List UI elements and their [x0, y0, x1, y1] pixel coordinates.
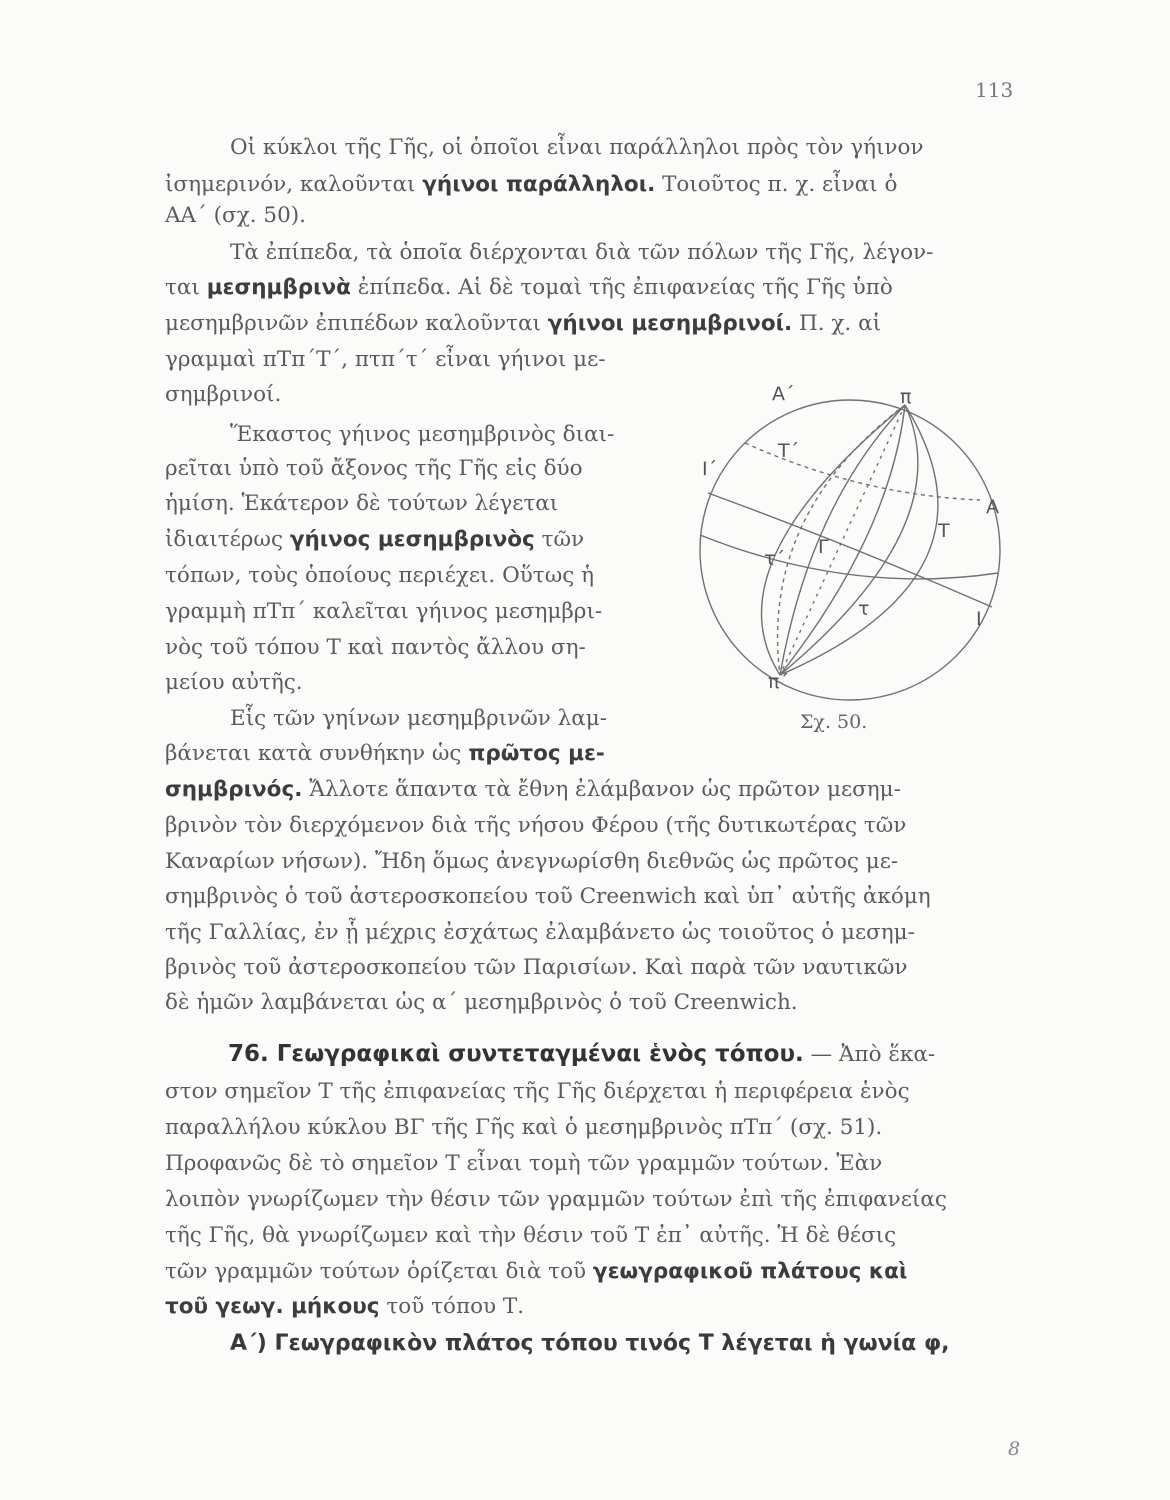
text-line: τῆς Γῆς, θὰ γνωρίζωμεν καὶ τὴν θέσιν τοῦ Τ ἐπ᾽ αὐτῆς. Ἡ δὲ θέσις	[165, 1223, 897, 1248]
text-line: σημβρινοί.	[165, 382, 282, 407]
text-line: Προφανῶς δὲ τὸ σημεῖον Τ εἶναι τομὴ τῶν γραμμῶν τούτων. Ἐὰν	[165, 1151, 883, 1176]
text-line: τῶν γραμμῶν τούτων ὁρίζεται διὰ τοῦ γεωγραφικοῦ πλάτους καὶ	[165, 1259, 908, 1284]
meridian-line	[780, 405, 918, 675]
equator-line	[708, 493, 992, 607]
text-line: βρινὸς τοῦ ἀστεροσκοπείου τῶν Παρισίων. Καὶ παρὰ τῶν ναυτικῶν	[165, 955, 908, 980]
text-line: βρινὸν τὸν διερχόμενον διὰ τῆς νήσου Φέρου (τῆς δυτικωτέρας τῶν	[165, 813, 907, 838]
text-line: νὸς τοῦ τόπου Τ καὶ παντὸς ἄλλου ση-	[165, 635, 586, 660]
text-line: ται μεσημβρινὰ ἐπίπεδα. Αἱ δὲ τομαὶ τῆς ἐπιφανείας τῆς Γῆς ὑπὸ	[165, 275, 893, 300]
section-heading-line: 76. Γεωγραφικαὶ συντεταγμέναι ἑνὸς τόπου. — Ἀπὸ ἕκα-	[228, 1041, 936, 1067]
text-line: τόπων, τοὺς ὁποίους περιέχει. Οὕτως ἡ	[165, 563, 594, 588]
text-line: ἰσημερινόν, καλοῦνται γήινοι παράλληλοι. Τοιοῦτος π. χ. εἶναι ὁ	[165, 172, 898, 197]
page-number: 113	[975, 78, 1014, 102]
text-line: Εἷς τῶν γηίνων μεσημβρινῶν λαμ-	[230, 706, 608, 731]
text-line: Τὰ ἐπίπεδα, τὰ ὁποῖα διέρχονται διὰ τῶν πόλων τῆς Γῆς, λέγον-	[230, 240, 934, 265]
text-line: μείου αὐτῆς.	[165, 670, 303, 695]
text-line: Ἕκαστος γήινος μεσημβρινὸς διαι-	[230, 422, 615, 447]
text-line: σημβρινός. Ἄλλοτε ἅπαντα τὰ ἔθνη ἐλάμβανον ὡς πρῶτον μεσημ-	[165, 777, 901, 802]
subheading-line: Α΄) Γεωγραφικὸν πλάτος τόπου τινός Τ λέγεται ἡ γωνία φ,	[230, 1331, 950, 1356]
label-Gamma: Γ	[818, 536, 829, 558]
text-line: ἰδιαιτέρως γήινος μεσημβρινὸς τῶν	[165, 527, 585, 552]
text-line: τοῦ γεωγ. μήκους τοῦ τόπου Τ.	[165, 1294, 525, 1319]
label-A-prime: Α΄	[772, 383, 795, 405]
label-pi: π	[900, 386, 912, 408]
text-line: γραμμαὶ πΤπ΄Τ΄, πτπ΄τ΄ εἶναι γήινοι με-	[165, 347, 606, 372]
signature-mark: 8	[1008, 1438, 1021, 1460]
text-line: λοιπὸν γνωρίζωμεν τὴν θέσιν τῶν γραμμῶν τούτων ἐπὶ τῆς ἐπιφανείας	[165, 1187, 947, 1212]
text-line: μεσημβρινῶν ἐπιπέδων καλοῦνται γήινοι μεσημβρινοί. Π. χ. αἱ	[165, 311, 882, 336]
label-I: Ι	[976, 608, 982, 630]
text-line: τῆς Γαλλίας, ἐν ᾗ μέχρις ἐσχάτως ἐλαμβάνετο ὡς τοιοῦτος ὁ μεσημ-	[165, 920, 915, 945]
text-line: παραλλήλου κύκλου ΒΓ τῆς Γῆς καὶ ὁ μεσημβρινὸς πΤπ΄ (σχ. 51).	[165, 1115, 883, 1140]
globe-figure	[680, 375, 1020, 705]
text-line: Καναρίων νήσων). Ἤδη ὅμως ἀνεγνωρίσθη διεθνῶς ὡς πρῶτος με-	[165, 849, 899, 874]
text-line: Οἱ κύκλοι τῆς Γῆς, οἱ ὁποῖοι εἶναι παράλληλοι πρὸς τὸν γήινον	[230, 135, 924, 160]
label-pi-prime: π΄	[768, 671, 789, 693]
figure-caption: Σχ. 50.	[800, 711, 868, 733]
text-line: ἡμίση. Ἑκάτερον δὲ τούτων λέγεται	[165, 491, 559, 516]
text-line: γραμμὴ πΤπ΄ καλεῖται γήινος μεσημβρι-	[165, 599, 603, 624]
label-T-prime: Τ΄	[778, 440, 800, 462]
label-A: Α	[986, 496, 999, 518]
text-line: βάνεται κατὰ συνθήκην ὡς πρῶτος με-	[165, 741, 605, 766]
label-T: Τ	[938, 520, 950, 542]
text-line: δὲ ἡμῶν λαμβάνεται ὡς α΄ μεσημβρινὸς ὁ τοῦ Creenwich.	[165, 990, 798, 1015]
text-line: ρεῖται ὑπὸ τοῦ ἄξονος τῆς Γῆς εἰς δύο	[165, 456, 583, 481]
text-line: ΑΑ΄ (σχ. 50).	[165, 203, 306, 228]
globe-outline	[700, 400, 1000, 700]
text-line: σημβρινὸς ὁ τοῦ ἀστεροσκοπείου τοῦ Creenwich καὶ ὑπ᾽ αὐτῆς ἀκόμη	[165, 884, 931, 909]
label-I-prime: Ι΄	[702, 458, 718, 480]
label-tau-prime: τ΄	[764, 548, 785, 570]
globe-diagram	[680, 375, 1020, 705]
text-line: στον σημεῖον Τ τῆς ἐπιφανείας τῆς Γῆς διέρχεται ἡ περιφέρεια ἑνὸς	[165, 1079, 910, 1104]
label-tau: τ	[858, 598, 870, 620]
